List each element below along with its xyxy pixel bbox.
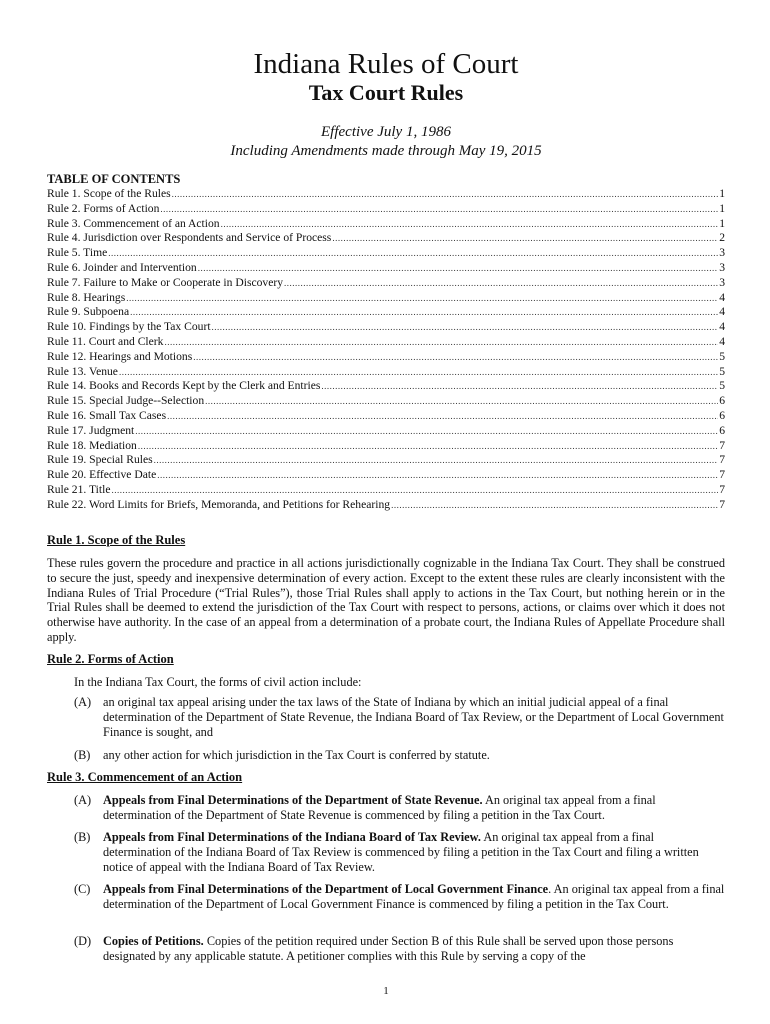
toc-leader	[172, 187, 719, 202]
toc-entry[interactable]	[47, 483, 725, 498]
amendments-note: Including Amendments made through May 19, 2015	[230, 143, 542, 159]
toc-entry-title: Rule 4. Jurisdiction over Respondents and Service of Process	[47, 231, 332, 245]
rule3-item-a	[74, 793, 725, 823]
toc-entry-title: Rule 12. Hearings and Motions	[47, 349, 193, 363]
toc-entry-page: 5	[719, 364, 725, 378]
toc-entry[interactable]	[47, 424, 725, 439]
toc-entry-page: 5	[719, 349, 725, 363]
rule1-body: These rules govern the procedure and practice in all actions jurisdictionally cognizable in the Indiana Tax Court. They shall be construed to secure the just, speedy and inexpensive determination of every action. Except to the extent these rules are clearly inconsistent with the Indiana Rules of Trial Procedure (“Trial Rules”), those Trial Rules shall apply to actions in the Tax Court, but nothing herein or in the Trial Rules shall be deemed to extend the jurisdiction of the Tax Court with respect to persons, actions, or claims over which it does not otherwise have authority. In the case of an appeal from a determination of a probate court, the Indiana Rules of Appellate Procedure shall apply.	[47, 556, 725, 644]
toc-entry-page: 4	[719, 320, 725, 334]
toc-entry-title: Rule 5. Time	[47, 246, 108, 260]
toc-entry-page: 6	[719, 394, 725, 408]
toc-leader	[154, 453, 719, 468]
toc-leader	[391, 498, 718, 513]
toc-entry[interactable]	[47, 379, 725, 394]
toc-entry[interactable]	[47, 231, 725, 246]
toc-entry-title: Rule 3. Commencement of an Action	[47, 216, 220, 230]
toc-entry-page: 5	[719, 379, 725, 393]
toc-entry-page: 7	[719, 438, 725, 452]
toc-entry[interactable]	[47, 202, 725, 217]
effective-date: Effective July 1, 1986	[321, 124, 451, 140]
toc-entry[interactable]	[47, 320, 725, 335]
toc-leader	[108, 246, 718, 261]
toc-entry-page: 6	[719, 423, 725, 437]
toc-entry[interactable]	[47, 350, 725, 365]
toc-leader	[205, 394, 718, 409]
toc-leader	[332, 231, 718, 246]
toc-leader	[157, 468, 718, 483]
item-bold-lead: Appeals from Final Determinations of the Department of State Revenue.	[103, 793, 483, 807]
toc-entry[interactable]	[47, 276, 725, 291]
toc-entry-title: Rule 16. Small Tax Cases	[47, 408, 167, 422]
toc-entry[interactable]	[47, 365, 725, 380]
toc-entry-page: 4	[719, 305, 725, 319]
toc-entry-title: Rule 11. Court and Clerk	[47, 334, 164, 348]
item-bold-lead: Appeals from Final Determinations of the Department of Local Government Finance	[103, 882, 549, 896]
document-title: Indiana Rules of Court	[253, 48, 519, 80]
toc-entry[interactable]	[47, 468, 725, 483]
toc-entry[interactable]	[47, 453, 725, 468]
toc-entry-title: Rule 17. Judgment	[47, 423, 135, 437]
toc-entry-title: Rule 22. Word Limits for Briefs, Memoranda, and Petitions for Rehearing	[47, 497, 391, 511]
toc-entry-page: 6	[719, 408, 725, 422]
rule3-item-b	[74, 830, 725, 874]
toc-leader	[138, 439, 718, 454]
rule2-heading: Rule 2. Forms of Action	[47, 652, 174, 666]
toc-leader	[111, 483, 718, 498]
item-rest: Copies of the petition required under Section B of this Rule shall be served upon those persons designated by any applicable statute. A petitioner complies with this Rule by serving a copy of the	[103, 934, 674, 963]
toc-leader	[167, 409, 718, 424]
item-text	[103, 934, 725, 964]
rule2-intro: In the Indiana Tax Court, the forms of civil action include:	[74, 675, 362, 689]
item-label: (B)	[74, 748, 91, 762]
toc-leader	[164, 335, 718, 350]
toc-entry-page: 4	[719, 334, 725, 348]
toc-entry-page: 3	[719, 260, 725, 274]
toc-entry-page: 7	[719, 468, 725, 482]
toc-entry[interactable]	[47, 439, 725, 454]
toc-leader	[221, 217, 719, 232]
toc-entry[interactable]	[47, 335, 725, 350]
toc-leader	[193, 350, 718, 365]
toc-entry-title: Rule 14. Books and Records Kept by the Clerk and Entries	[47, 379, 321, 393]
toc-entry-title: Rule 7. Failure to Make or Cooperate in Discovery	[47, 275, 284, 289]
toc-entry-title: Rule 10. Findings by the Tax Court	[47, 320, 211, 334]
item-label: (B)	[74, 830, 91, 844]
toc-entry-title: Rule 9. Subpoena	[47, 305, 130, 319]
item-rest: . An original tax appeal from a final determination of the Department of Local Government Finance is commenced by filing a petition in the Tax Court.	[103, 882, 725, 911]
toc-entry-title: Rule 18. Mediation	[47, 438, 137, 452]
toc-entry-page: 3	[719, 246, 725, 260]
toc-leader	[160, 202, 718, 217]
toc-entry-page: 7	[719, 482, 725, 496]
toc-leader	[135, 424, 718, 439]
toc-entry-page: 1	[719, 187, 725, 200]
item-label: (C)	[74, 882, 91, 896]
item-text: any other action for which jurisdiction in the Tax Court is conferred by statute.	[103, 748, 490, 762]
toc-entry-title: Rule 19. Special Rules	[47, 453, 153, 467]
rule3-item-c	[74, 882, 725, 912]
toc-entry-title: Rule 6. Joinder and Intervention	[47, 260, 197, 274]
toc-entry[interactable]	[47, 409, 725, 424]
toc-entry-page: 3	[719, 275, 725, 289]
rule3-heading: Rule 3. Commencement of an Action	[47, 770, 243, 784]
rule2-item-a	[74, 695, 725, 739]
table-of-contents	[47, 187, 725, 513]
toc-leader	[198, 261, 718, 276]
item-text	[103, 882, 725, 912]
rule2-item-b	[74, 748, 725, 763]
toc-entry-title: Rule 1. Scope of the Rules	[47, 187, 171, 200]
rule3-item-d	[74, 934, 725, 964]
toc-entry-title: Rule 8. Hearings	[47, 290, 126, 304]
toc-entry-title: Rule 13. Venue	[47, 364, 118, 378]
toc-entry[interactable]	[47, 498, 725, 513]
item-text	[103, 830, 725, 874]
item-bold-lead: Appeals from Final Determinations of the Indiana Board of Tax Review.	[103, 830, 481, 844]
toc-leader	[284, 276, 718, 291]
item-text: an original tax appeal arising under the tax laws of the State of Indiana by which an initial judicial appeal of a final determination of the Department of State Revenue, the Indiana Board of Tax Review, or the Department of Local Government Finance is sought, and	[103, 695, 724, 739]
rule1-heading: Rule 1. Scope of the Rules	[47, 533, 186, 547]
item-text	[103, 793, 725, 823]
toc-entry-page: 7	[719, 497, 725, 511]
toc-entry[interactable]	[47, 246, 725, 261]
toc-entry[interactable]	[47, 217, 725, 232]
toc-entry[interactable]	[47, 261, 725, 276]
toc-entry[interactable]	[47, 394, 725, 409]
toc-entry-title: Rule 21. Title	[47, 482, 111, 496]
toc-entry-title: Rule 2. Forms of Action	[47, 201, 160, 215]
toc-leader	[321, 379, 718, 394]
toc-entry[interactable]	[47, 305, 725, 320]
toc-entry-page: 7	[719, 453, 725, 467]
item-label: (D)	[74, 934, 92, 948]
document-subtitle: Tax Court Rules	[308, 80, 464, 105]
toc-entry-page: 2	[719, 231, 725, 245]
page-number: 1	[383, 985, 389, 997]
item-label: (A)	[74, 695, 92, 709]
item-rest: An original tax appeal from a final determination of the Department of State Revenue is commenced by filing a petition in the Tax Court.	[103, 793, 656, 822]
toc-entry-title: Rule 20. Effective Date	[47, 468, 157, 482]
item-bold-lead: Copies of Petitions.	[103, 934, 204, 948]
item-label: (A)	[74, 793, 92, 807]
toc-leader	[130, 305, 718, 320]
toc-entry-title: Rule 15. Special Judge--Selection	[47, 394, 205, 408]
toc-heading: TABLE OF CONTENTS	[47, 172, 181, 186]
toc-leader	[212, 320, 719, 335]
toc-entry-page: 1	[719, 201, 725, 215]
item-rest: An original tax appeal from a final determination of the Indiana Board of Tax Review is commenced by filing a petition in the Tax Court and filing a written notice of appeal with the Indiana Board of Tax Review.	[103, 830, 699, 874]
toc-leader	[126, 291, 718, 306]
toc-leader	[119, 365, 718, 380]
toc-entry[interactable]	[47, 291, 725, 306]
toc-entry-page: 1	[719, 216, 725, 230]
toc-entry[interactable]	[47, 187, 725, 202]
toc-entry-page: 4	[719, 290, 725, 304]
